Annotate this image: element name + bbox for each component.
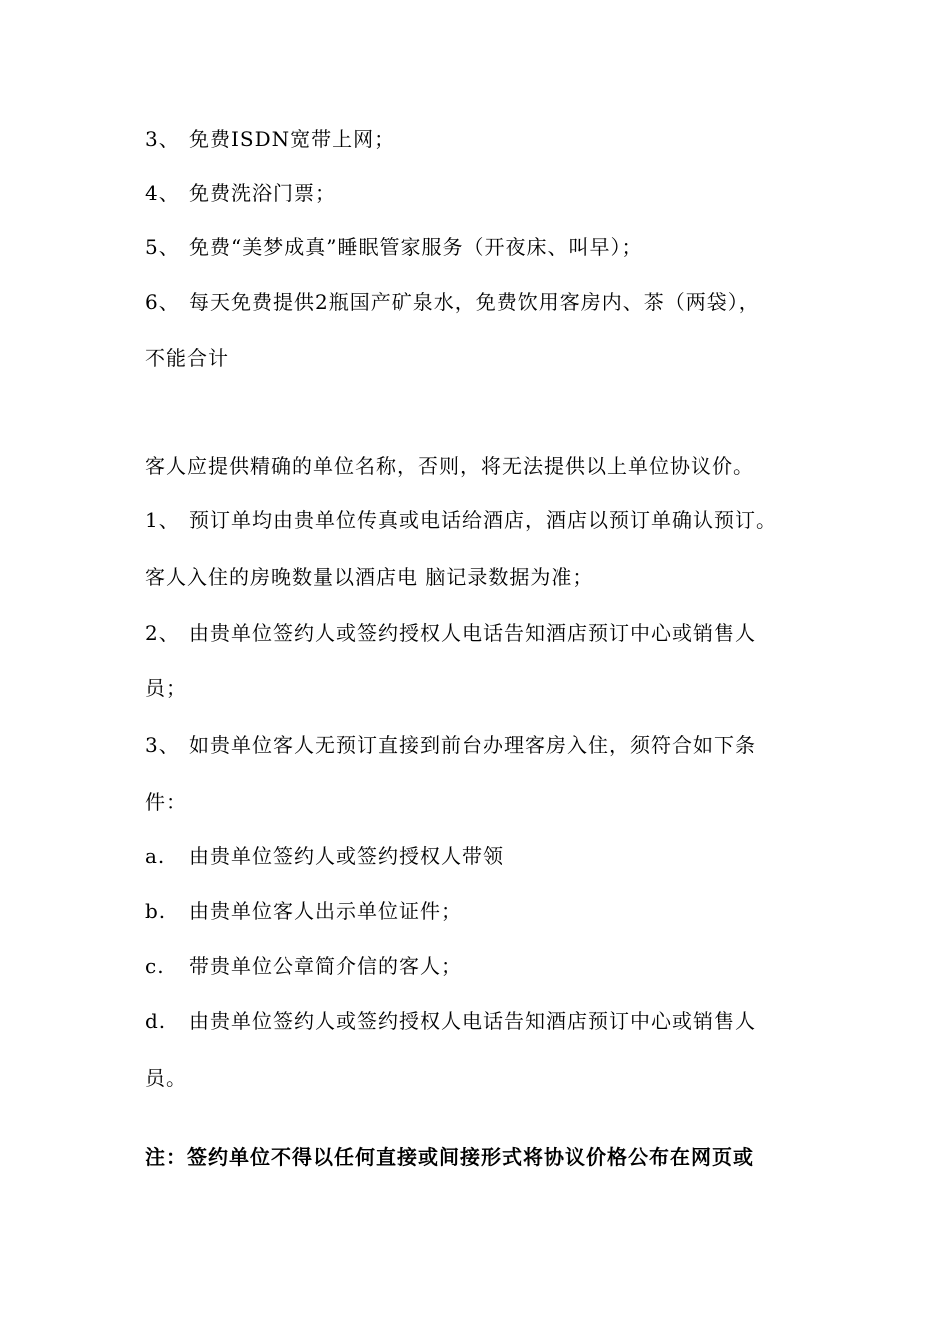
item-text: 带贵单位公章简介信的客人；	[189, 954, 462, 978]
item-number: 5、	[145, 235, 180, 259]
item-number: 2、	[145, 621, 180, 645]
list-item	[145, 844, 504, 868]
item-text: 由贵单位客人出示单位证件；	[189, 899, 462, 923]
item-text: 由贵单位签约人或签约授权人电话告知酒店预订中心或销售人	[189, 621, 756, 645]
item-text: 由贵单位签约人或签约授权人带领	[189, 844, 504, 868]
list-item	[145, 235, 642, 259]
item-number: 4、	[145, 181, 180, 205]
item-number: d.	[145, 1009, 167, 1033]
item-number: 1、	[145, 508, 180, 532]
continuation-line: 件：	[145, 790, 187, 814]
item-text: 预订单均由贵单位传真或电话给酒店，酒店以预订单确认预订。	[189, 508, 777, 532]
list-item	[145, 733, 756, 757]
item-number: c.	[145, 954, 165, 978]
list-item	[145, 899, 462, 923]
continuation-line: 员。	[145, 1066, 187, 1090]
item-text: 每天免费提供2瓶国产矿泉水，免费饮用客房内、茶（两袋），	[189, 290, 760, 314]
item-text: 如贵单位客人无预订直接到前台办理客房入住，须符合如下条	[189, 733, 756, 757]
list-item	[145, 290, 760, 314]
item-text: 免费“美梦成真”睡眠管家服务（开夜床、叫早）；	[189, 235, 643, 259]
item-number: 3、	[145, 733, 180, 757]
item-number: 6、	[145, 290, 180, 314]
item-number: 3、	[145, 127, 180, 151]
list-item	[145, 621, 756, 645]
note-paragraph: 注：签约单位不得以任何直接或间接形式将协议价格公布在网页或	[145, 1145, 754, 1169]
item-text: 免费洗浴门票；	[189, 181, 336, 205]
paragraph: 客人应提供精确的单位名称，否则，将无法提供以上单位协议价。	[145, 454, 754, 478]
list-item	[145, 1009, 756, 1033]
continuation-line: 员；	[145, 676, 187, 700]
list-item	[145, 954, 462, 978]
continuation-line: 不能合计	[145, 346, 229, 370]
item-text: 由贵单位签约人或签约授权人电话告知酒店预订中心或销售人	[189, 1009, 756, 1033]
item-text: 免费ISDN宽带上网；	[189, 127, 396, 151]
list-item	[145, 181, 336, 205]
list-item	[145, 508, 777, 532]
item-number: b.	[145, 899, 167, 923]
continuation-line: 客人入住的房晚数量以酒店电 脑记录数据为准；	[145, 565, 594, 589]
item-number: a.	[145, 844, 166, 868]
list-item	[145, 127, 395, 151]
